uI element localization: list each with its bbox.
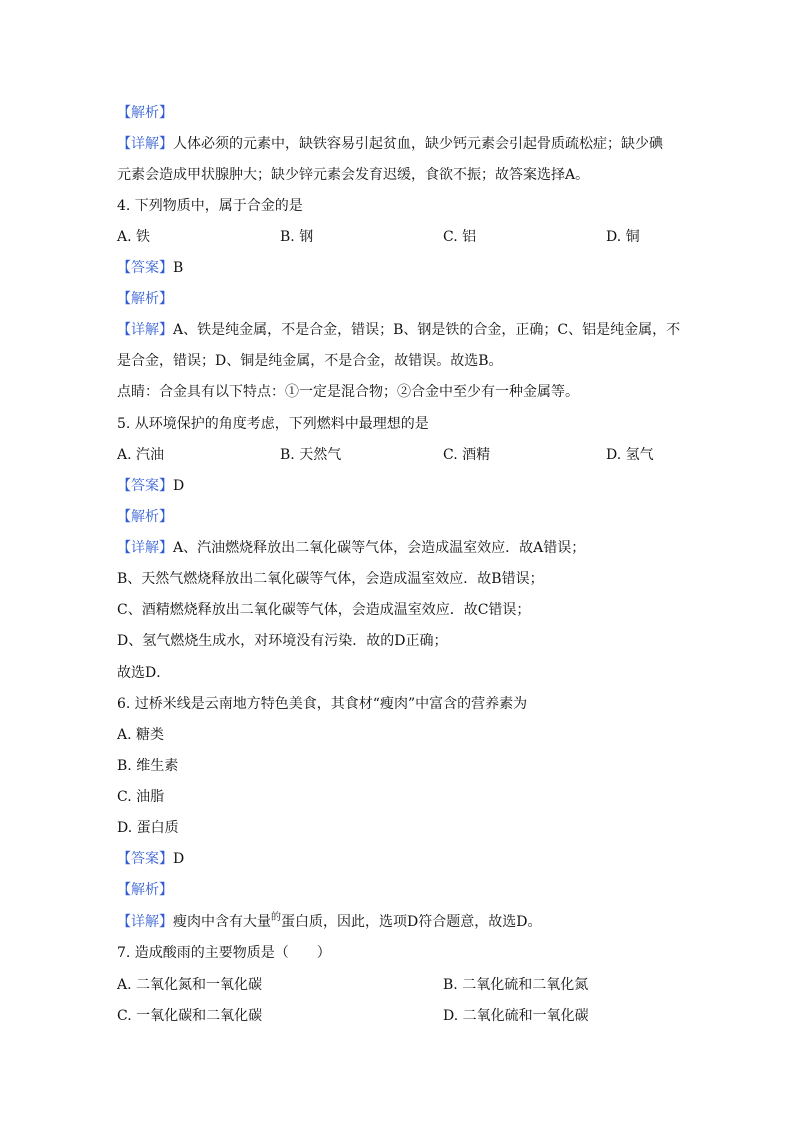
conclusion-q5: 故选D． (117, 665, 171, 681)
q4-option-d: D. 铜 (606, 229, 640, 245)
q6-option-a: A. 糖类 (117, 727, 165, 743)
q7-option-b: B. 二氧化硫和二氧化氮 (443, 977, 589, 993)
answer-value: D (173, 851, 185, 867)
q7-option-c: C. 一氧化碳和二氧化碳 (117, 1008, 263, 1024)
analysis-tag-q5: 【解析】 (117, 509, 173, 525)
q6-option-c: C. 油脂 (117, 789, 165, 805)
detail-tag: 【详解】 (117, 136, 173, 152)
q5-option-d: D. 氢气 (606, 447, 654, 463)
question-6-stem: 6. 过桥米线是云南地方特色美食，其食材“瘦肉”中富含的营养素为 (117, 696, 528, 712)
detail-line-q3-2: 元素会造成甲状腺肿大；缺少锌元素会发育迟缓，食欲不振；故答案选择A。 (117, 167, 590, 183)
answer-value: B (173, 260, 184, 276)
detail-line-q4-1 (117, 321, 680, 339)
detail-line-q5-d: D、氢气燃烧生成水，对环境没有污染．故的D正确； (117, 633, 448, 649)
answer-tag: 【答案】 (117, 478, 173, 494)
detail-line-q5-b: B、天然气燃烧释放出二氧化碳等气体，会造成温室效应．故B错误； (117, 571, 544, 587)
q5-option-b: B. 天然气 (280, 447, 342, 463)
detail-line-q5-a (117, 539, 585, 557)
q6-option-d: D. 蛋白质 (117, 820, 179, 836)
detail-text: 人体必须的元素中，缺铁容易引起贫血，缺少钙元素会引起骨质疏松症；缺少碘 (173, 136, 663, 152)
question-5-stem: 5. 从环境保护的角度考虑，下列燃料中最理想的是 (117, 416, 429, 432)
detail-line-q5-c: C、酒精燃烧释放出二氧化碳等气体，会造成温室效应．故C错误； (117, 602, 531, 618)
note-line-q4: 点睛：合金具有以下特点：①一定是混合物；②合金中至少有一种金属等。 (117, 384, 579, 400)
q4-option-c: C. 铝 (443, 229, 477, 245)
detail-text-superscript: 的 (271, 912, 281, 923)
detail-tag: 【详解】 (117, 540, 173, 556)
detail-line-q3-1 (117, 135, 663, 153)
q7-option-d: D. 二氧化硫和一氧化碳 (443, 1008, 589, 1024)
q6-option-b: B. 维生素 (117, 758, 179, 774)
detail-tag: 【详解】 (117, 322, 173, 338)
answer-line-q5 (117, 477, 184, 495)
detail-tag: 【详解】 (117, 914, 173, 930)
analysis-tag-q4: 【解析】 (117, 291, 173, 307)
detail-text: A、汽油燃烧释放出二氧化碳等气体，会造成温室效应．故A错误； (173, 540, 586, 556)
answer-tag: 【答案】 (117, 851, 173, 867)
detail-text-post: 蛋白质，因此，选项D符合题意，故选D。 (281, 914, 542, 930)
q7-option-a: A. 二氧化氮和一氧化碳 (117, 977, 263, 993)
analysis-tag-q6: 【解析】 (117, 882, 173, 898)
answer-value: D (173, 478, 185, 494)
detail-line-q4-2: 是合金，错误；D、铜是纯金属，不是合金，故错误。故选B。 (117, 353, 503, 369)
answer-line-q6 (117, 850, 184, 868)
detail-text: A、铁是纯金属，不是合金，错误；B、钢是铁的合金，正确；C、铝是纯金属，不 (173, 322, 681, 338)
q4-option-a: A. 铁 (117, 229, 151, 245)
answer-line-q4 (117, 259, 183, 277)
analysis-tag-q3: 【解析】 (117, 105, 173, 121)
answer-tag: 【答案】 (117, 260, 173, 276)
detail-text-pre: 瘦肉中含有大量 (173, 914, 271, 930)
question-4-stem: 4. 下列物质中，属于合金的是 (117, 198, 303, 214)
question-7-stem: 7. 造成酸雨的主要物质是（ ） (117, 945, 331, 961)
q4-option-b: B. 钢 (280, 229, 314, 245)
q5-option-a: A. 汽油 (117, 447, 165, 463)
q5-option-c: C. 酒精 (443, 447, 491, 463)
detail-line-q6 (117, 913, 541, 933)
